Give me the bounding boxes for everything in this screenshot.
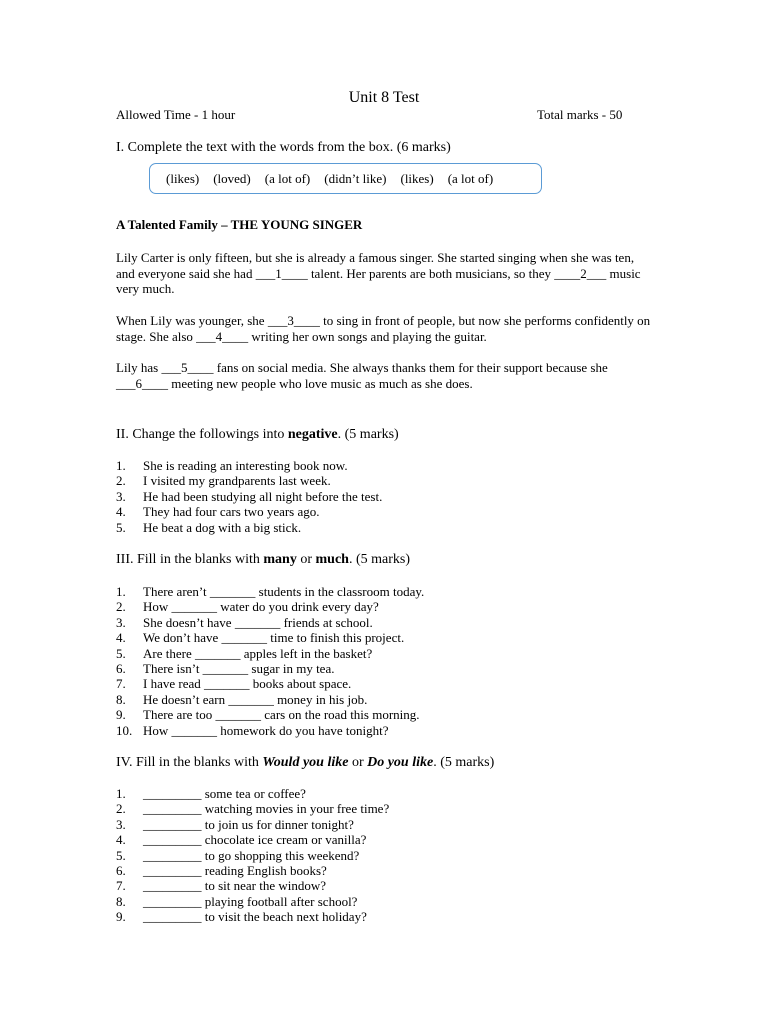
heading-emphasis: negative: [287, 427, 338, 442]
word-box-item: (loved): [213, 171, 251, 186]
heading-text: . (5 marks): [433, 755, 495, 770]
list-item: 4. They had four cars two years ago.: [116, 504, 320, 520]
heading-text: or: [296, 552, 316, 567]
item-text: He beat a dog with a big stick.: [143, 519, 302, 535]
list-item: 3. _________ to join us for dinner tonight?: [116, 816, 354, 832]
story-paragraph: When Lily was younger, she ___3____ to sing in front of people, but now she performs confidently on stage. She also ___4____ writing her own songs and playing the guitar.: [116, 313, 651, 344]
list-item: 6. There isn’t _______ sugar in my tea.: [116, 660, 335, 676]
heading-text: IV. Fill in the blanks with: [116, 755, 263, 770]
item-text: _________ to join us for dinner tonight?: [143, 816, 354, 832]
list-item: 9. There are too _______ cars on the road this morning.: [116, 707, 420, 723]
item-text: _________ reading English books?: [143, 862, 327, 878]
heading-text: or: [348, 755, 368, 770]
list-item: 10. How _______ homework do you have tonight?: [116, 722, 389, 738]
page-title: Unit 8 Test: [348, 89, 420, 106]
total-marks: Total marks - 50: [537, 107, 623, 122]
list-item: 4. _________ chocolate ice cream or vanilla?: [116, 832, 367, 848]
item-text: She is reading an interesting book now.: [143, 458, 348, 473]
heading-emphasis: Do you like: [367, 755, 434, 770]
heading-text: III. Fill in the blanks with: [116, 552, 264, 567]
list-item: 7. I have read _______ books about space.: [116, 676, 352, 692]
heading-emphasis: much: [315, 552, 349, 567]
section-1-heading: I. Complete the text with the words from the box. (6 marks): [116, 140, 451, 155]
item-text: I have read _______ books about space.: [143, 676, 352, 692]
list-item: 8. _________ playing football after school?: [116, 893, 358, 909]
heading-text: . (5 marks): [337, 427, 399, 442]
section-2-list: [116, 458, 382, 535]
list-item: 1. There aren’t _______ students in the classroom today.: [116, 584, 425, 599]
story-paragraph: Lily has ___5____ fans on social media. She always thanks them for their support because she ___6____ meeting new people who love music as much as she does.: [116, 360, 608, 391]
list-item: 2. I visited my grandparents last week.: [116, 473, 331, 489]
word-box: [149, 163, 542, 194]
story-title: A Talented Family – THE YOUNG SINGER: [116, 217, 363, 232]
item-text: I visited my grandparents last week.: [143, 473, 331, 489]
word-box-item: (likes): [166, 171, 200, 186]
item-text: _________ chocolate ice cream or vanilla?: [143, 832, 367, 848]
item-text: There isn’t _______ sugar in my tea.: [143, 660, 335, 676]
section-3-list: [116, 584, 424, 738]
section-3-heading: [116, 551, 410, 568]
list-item: 1. _________ some tea or coffee?: [116, 786, 306, 801]
section-2-heading: [116, 426, 399, 443]
item-text: There aren’t _______ students in the classroom today.: [143, 584, 425, 599]
heading-text: II. Change the followings into: [116, 427, 288, 442]
word-box-list: [166, 171, 493, 187]
list-item: 3. She doesn’t have _______ friends at school.: [116, 614, 373, 630]
list-item: 7. _________ to sit near the window?: [116, 878, 327, 894]
story-paragraph: Lily Carter is only fifteen, but she is already a famous singer. She started singing when she was ten, and everyone said she had ___1____ talent. Her parents are both musicians, so they ____2___ music very much.: [116, 250, 641, 297]
item-text: Are there _______ apples left in the basket?: [143, 645, 373, 661]
list-item: 2. _________ watching movies in your free time?: [116, 801, 390, 817]
item-text: _________ to visit the beach next holiday?: [143, 909, 367, 925]
item-text: How _______ water do you drink every day?: [143, 599, 379, 615]
item-text: He had been studying all night before the test.: [143, 488, 383, 504]
word-box-item: (likes): [400, 171, 434, 186]
list-item: 6. _________ reading English books?: [116, 862, 327, 878]
heading-emphasis: Would you like: [262, 755, 349, 770]
section-4-list: [116, 786, 389, 925]
word-box-item: (a lot of): [264, 171, 311, 186]
item-text: There are too _______ cars on the road this morning.: [143, 707, 420, 723]
word-box-item: (didn’t like): [324, 171, 387, 186]
item-text: We don’t have _______ time to finish this project.: [143, 630, 405, 646]
item-text: _________ to go shopping this weekend?: [143, 847, 360, 863]
list-item: 5. He beat a dog with a big stick.: [116, 519, 302, 535]
item-text: He doesn’t earn _______ money in his job.: [143, 691, 368, 707]
list-item: 4. We don’t have _______ time to finish this project.: [116, 630, 405, 646]
item-text: She doesn’t have _______ friends at school.: [143, 614, 373, 630]
item-text: _________ to sit near the window?: [143, 878, 327, 894]
section-4-heading: [116, 754, 494, 771]
heading-emphasis: many: [263, 552, 297, 567]
heading-text: . (5 marks): [348, 552, 411, 567]
list-item: 8. He doesn’t earn _______ money in his job.: [116, 691, 368, 707]
item-text: They had four cars two years ago.: [143, 504, 320, 520]
item-text: How _______ homework do you have tonight?: [143, 722, 389, 738]
list-item: 9. _________ to visit the beach next holiday?: [116, 909, 367, 925]
list-item: 5. _________ to go shopping this weekend?: [116, 847, 360, 863]
allowed-time: Allowed Time - 1 hour: [116, 107, 236, 122]
item-text: _________ some tea or coffee?: [143, 786, 306, 801]
list-item: 2. How _______ water do you drink every day?: [116, 599, 379, 615]
item-text: _________ playing football after school?: [143, 893, 358, 909]
item-text: _________ watching movies in your free time?: [143, 801, 390, 817]
word-box-item: (a lot of): [447, 171, 494, 186]
list-item: 5. Are there _______ apples left in the basket?: [116, 645, 373, 661]
list-item: 3. He had been studying all night before the test.: [116, 488, 383, 504]
list-item: 1. She is reading an interesting book now.: [116, 458, 348, 473]
